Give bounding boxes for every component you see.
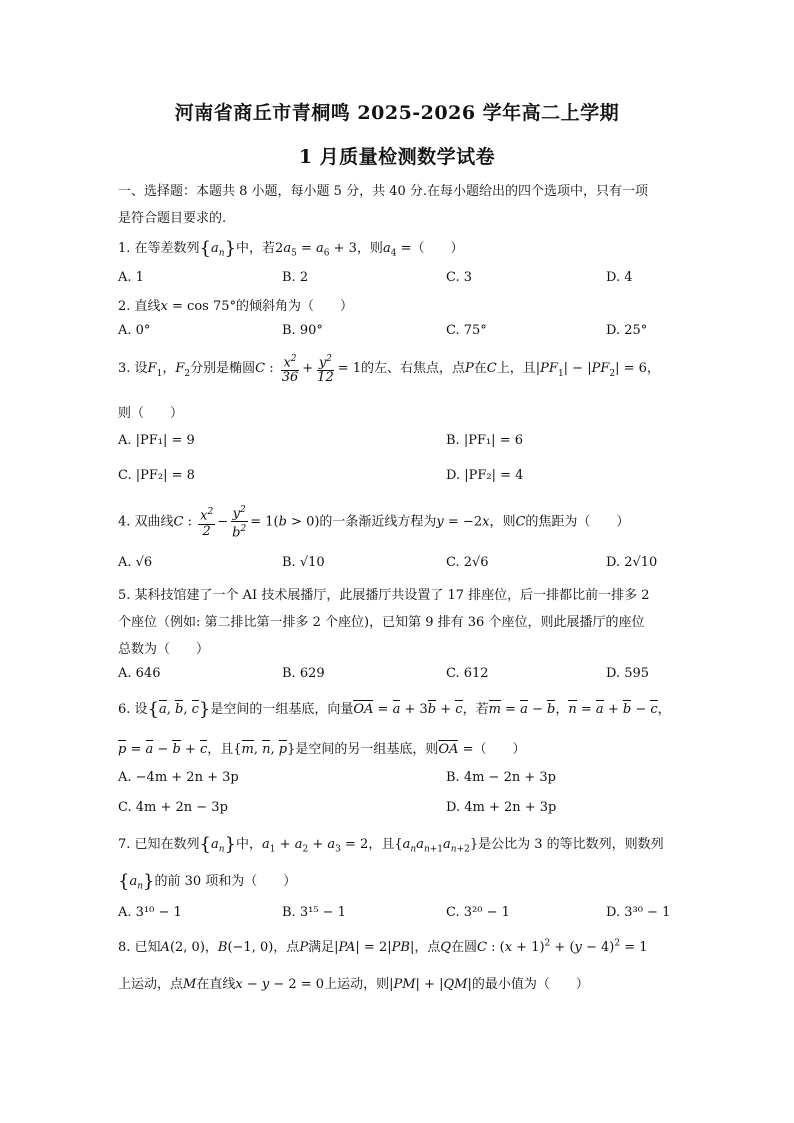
- fraction-x2-2: $\frac{x^2}{2}$: [200, 507, 214, 539]
- exam-title-line2: 1 月质量检测数学试卷: [298, 146, 496, 168]
- q1-option-c[interactable]: C. 3: [446, 270, 473, 285]
- q2-option-b[interactable]: B. 90°: [282, 323, 323, 338]
- question-5-line3: 总数为（ ）: [118, 642, 210, 657]
- question-6-stem: 6. 设{a, b, c}是空间的一组基底，向量OA = a + 3b + c，若m = a − b，n = a + b − c，: [118, 699, 671, 720]
- q7-option-a[interactable]: A. 3¹⁰ − 1: [118, 905, 182, 920]
- question-3-line2: 则（ ）: [118, 406, 184, 421]
- q4-option-a[interactable]: A. √6: [118, 555, 153, 570]
- q7-option-b[interactable]: B. 3¹⁵ − 1: [282, 905, 346, 920]
- q3-option-b[interactable]: B. |PF₁| = 6: [446, 433, 523, 448]
- q3-option-c[interactable]: C. |PF₂| = 8: [118, 468, 195, 483]
- question-2-stem: 2. 直线x = cos 75°的倾斜角为（ ）: [118, 299, 354, 314]
- section-instructions-line2: 是符合题目要求的.: [118, 211, 227, 226]
- q1-option-b[interactable]: B. 2: [282, 270, 309, 285]
- q6-option-d[interactable]: D. 4m + 2n + 3p: [446, 800, 557, 815]
- q5-option-c[interactable]: C. 612: [446, 666, 489, 681]
- q7-option-d[interactable]: D. 3³⁰ − 1: [606, 905, 671, 920]
- question-7-line2: $\{a_n\}$的前 30 项和为（ ）: [118, 871, 297, 892]
- fraction-x2-36: $\frac{x^2}{36}$: [281, 354, 299, 386]
- question-1-stem: 1. 在等差数列$\{a_n\}$中，若$2a_5 = a_6 + 3$，则$a_4$ =（ ）: [118, 238, 464, 259]
- q4-option-c[interactable]: C. 2√6: [446, 555, 489, 570]
- q6-option-b[interactable]: B. 4m − 2n + 3p: [446, 770, 556, 785]
- section-instructions-line1: 一、选择题：本题共 8 小题，每小题 5 分，共 40 分.在每小题给出的四个选项中，只有一项: [118, 184, 649, 199]
- question-8-stem: 8. 已知A(2, 0)，B(−1, 0)，点P满足|PA| = 2|PB|，点Q在圆C : $(x + 1)^2 + (y - 4)^2 = 1$: [118, 938, 648, 955]
- question-8-line2: 上运动，点M在直线x − y − 2 = 0上运动，则|PM| + |QM|的最小值为（ ）: [118, 977, 589, 992]
- q1-option-a[interactable]: A. 1: [118, 270, 144, 285]
- question-6-line2: p = a − b + c，且{m, n, p}是空间的另一组基底，则OA =（ ）: [118, 742, 526, 757]
- q1-option-d[interactable]: D. 4: [606, 270, 633, 285]
- q7-option-c[interactable]: C. 3²⁰ − 1: [446, 905, 510, 920]
- q3-option-a[interactable]: A. |PF₁| = 9: [118, 433, 195, 448]
- q4-option-d[interactable]: D. 2√10: [606, 555, 658, 570]
- q5-option-b[interactable]: B. 629: [282, 666, 325, 681]
- q4-option-b[interactable]: B. √10: [282, 555, 325, 570]
- q2-option-c[interactable]: C. 75°: [446, 323, 487, 338]
- question-5-line1: 5. 某科技馆建了一个 AI 技术展播厅，此展播厅共设置了 17 排座位，后一排都比前一排多 2: [118, 588, 650, 603]
- question-4-stem: 4. 双曲线C : $\frac{x^2}{2}$ − $\frac{y^2}{b^2}$ = 1(b > 0)的一条渐近线方程为y = −2x，则C的焦距为（ ）: [118, 505, 630, 541]
- q5-option-a[interactable]: A. 646: [118, 666, 161, 681]
- fraction-y2-b2: $\frac{y^2}{b^2}$: [232, 505, 247, 541]
- q3-option-d[interactable]: D. |PF₂| = 4: [446, 468, 524, 483]
- q2-option-d[interactable]: D. 25°: [606, 323, 648, 338]
- q2-option-a[interactable]: A. 0°: [118, 323, 151, 338]
- question-7-stem: 7. 已知在数列$\{a_n\}$中，$a_1 + a_2 + a_3 = 2$，且$\{a_na_{n+1}a_{n+2}\}$是公比为 3 的等比数列，则数列: [118, 834, 664, 855]
- q6-option-c[interactable]: C. 4m + 2n − 3p: [118, 800, 228, 815]
- exam-title-line1: 河南省商丘市青桐鸣 2025-2026 学年高二上学期: [174, 102, 620, 124]
- fraction-y2-12: $\frac{y^2}{12}$: [317, 354, 334, 386]
- question-5-line2: 个座位（例如: 第二排比第一排多 2 个座位)，已知第 9 排有 36 个座位，则此展播厅的座位: [118, 615, 645, 630]
- q6-option-a[interactable]: A. −4m + 2n + 3p: [118, 770, 239, 785]
- question-3-stem: 3. 设$F_1$，$F_2$分别是椭圆C : $\frac{x^2}{36}$ + $\frac{y^2}{12}$ = 1的左、右焦点，点P在C上，且$|PF_1| - |PF_2| = 6$，: [118, 354, 660, 386]
- q5-option-d[interactable]: D. 595: [606, 666, 650, 681]
